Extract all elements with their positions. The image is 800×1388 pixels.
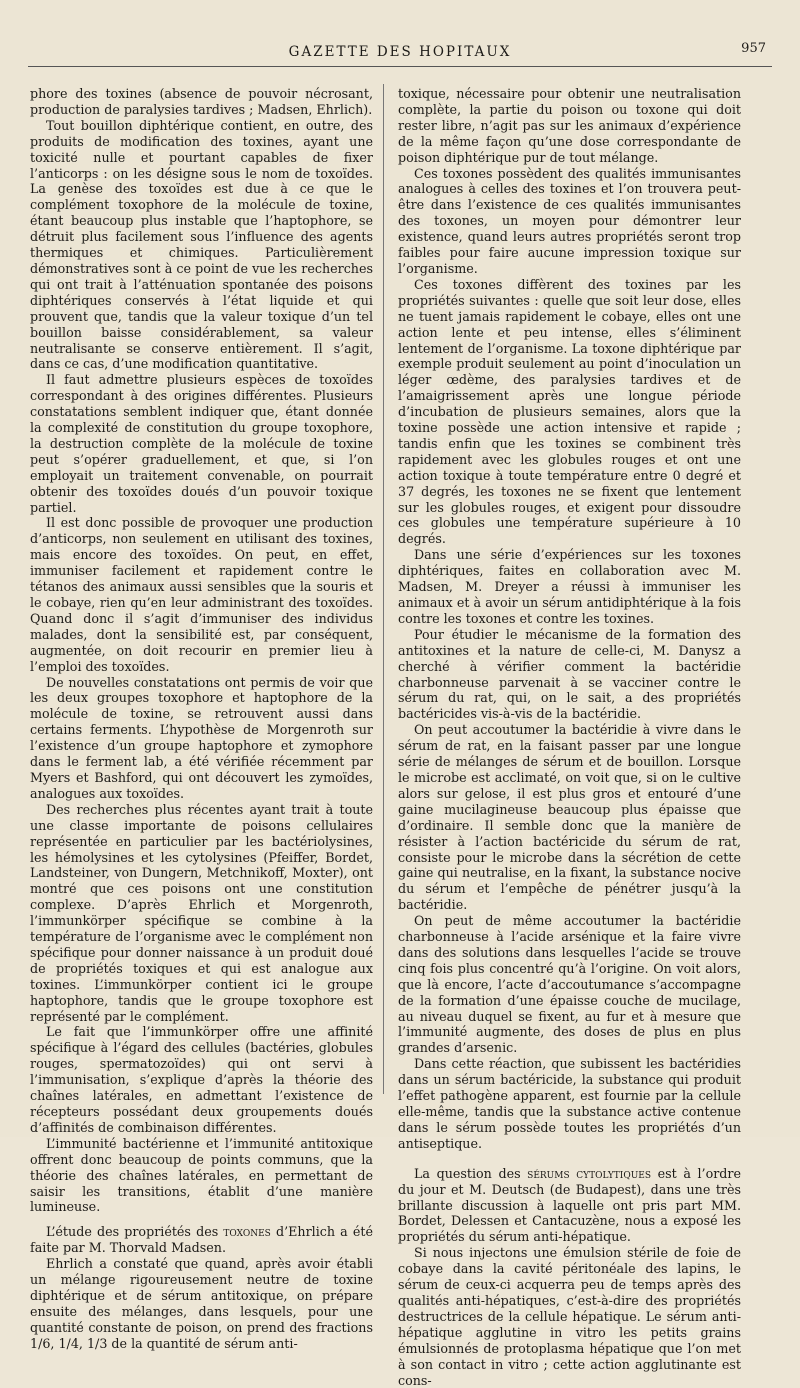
column-divider — [383, 84, 384, 1094]
section-paragraph-cytolytic-sera — [398, 1166, 741, 1246]
paragraph: Des recherches plus récentes ayant trait à toute une classe importante de poisons cellulaires représentée en particulier par les bactériolysines, les hémolysines et les cytolysines (Pfeiffer, Bordet, Landsteiner, von Dungern, Metchnikoff, Moxter), ont montré que ces poisons ont une constitution complexe. D’après Ehrlich et Morgenroth, l’immunkörper spécifique se combine à la température de l’organisme avec le complément non spécifique pour donner naissance à un produit doué de propriétés toxiques et qui est analogue aux toxines. L’immunkörper contient ici le groupe haptophore, tandis que le groupe toxophore est représenté par le complément. — [30, 801, 373, 1024]
paragraph: Si nous injectons une émulsion stérile de foie de cobaye dans la cavité péritonéale des lapins, le sérum de ceux-ci acquerra peu de temps après des qualités anti-hépatiques, c’est-à-dire des propriétés destructrices de la cellule hépatique. Le sérum anti-hépatique agglutine in vitro les petits grains émulsionnés de protoplasma hépatique que l’on met à son contact in vitro ; cette action agglutinante est cons- — [398, 1245, 741, 1388]
right-column — [398, 86, 741, 1388]
paragraph: Ces toxones possèdent des qualités immunisantes analogues à celles des toxines et l’on trouvera peut-être dans l’existence de ces qualités immunisantes des toxones, un moyen pour démontrer leur existence, quand leurs autres propriétés seront trop faibles pour faire aucune impression toxique sur l’organisme. — [398, 165, 741, 276]
small-caps-term: sérums cytolytiques — [527, 1165, 652, 1181]
paragraph: Ehrlich a constaté que quand, après avoir établi un mélange rigoureusement neutre de toxine diphtérique et de sérum antitoxique, on prépare ensuite des mélanges, dans lesquels, pour une quantité constante de poison, on prend des fractions 1/6, 1/4, 1/3 de la quantité de sérum anti- — [30, 1256, 373, 1351]
paragraph: On peut accoutumer la bactéridie à vivre dans le sérum de rat, en la faisant passer par une longue série de mélanges de sérum et de bouillon. Lorsque le microbe est acclimaté, on voit que, si on le cultive alors sur gelose, il est plus gros et entouré d’une gaine mucilagineuse beaucoup plus épaisse que d’ordinaire. Il semble donc que la manière de résister à l’action bactéricide du sérum de rat, consiste pour le microbe dans la sécrétion de cette gaine qui neutralise, en la fixant, la substance nocive du sérum et l’empêche de pénétrer jusqu’à la bactéridie. — [398, 722, 741, 913]
paragraph: Pour étudier le mécanisme de la formation des antitoxines et la nature de celle-ci, M. Danysz a cherché à vérifier comment la bactéridie charbonneuse parvenait à se vacciner contre le sérum du rat, qui, on le sait, a des propriétés bactéricides vis-à-vis de la bactéridie. — [398, 626, 741, 722]
small-caps-term: toxones — [223, 1224, 271, 1240]
paragraph: Il faut admettre plusieurs espèces de toxoïdes correspondant à des origines différentes. Plusieurs constatations semblent indiquer que, étant donnée la complexité de constitution du groupe toxophore, la destruction complète de la molécule de toxine peut s’opérer graduellement, et que, si l’on employait un traitement convenable, on pourrait obtenir des toxoïdes doués d’un pouvoir toxique partiel. — [30, 372, 373, 515]
section-paragraph-toxones — [30, 1224, 373, 1256]
page-number: 957 — [741, 41, 766, 56]
paragraph: phore des toxines (absence de pouvoir nécrosant, production de paralysies tardives ; Madsen, Ehrlich). — [30, 86, 373, 117]
paragraph: Le fait que l’immunkörper offre une affinité spécifique à l’égard des cellules (bactéries, globules rouges, spermatozoïdes) qui ont servi à l’immunisation, s’explique d’après la théorie des chaînes latérales, en admettant l’existence de récepteurs possédant deux groupements doués d’affinités de combinaison différentes. — [30, 1024, 373, 1135]
paragraph: Tout bouillon diphtérique contient, en outre, des produits de modification des toxines, ayant une toxicité nulle et pourtant capables de fixer l’anticorps : on les désigne sous le nom de toxoïdes. La genèse des toxoïdes est due à ce que le complément toxophore de la molécule de toxine, étant beaucoup plus instable que l’haptophore, se détruit plus facilement sous l’influence des agents thermiques et chimiques. Particulièrement démonstratives sont à ce point de vue les recherches qui ont trait à l’atténuation spontanée des poisons diphtériques conservés à l’état liquide et qui prouvent que, tandis que la valeur toxique d’un tel bouillon baisse considérablement, sa valeur neutralisante se conserve entièrement. Il s’agit, dans ce cas, d’une modification quantitative. — [30, 117, 373, 372]
text-run: La question des — [414, 1165, 528, 1181]
paragraph: Il est donc possible de provoquer une production d’anticorps, non seulement en utilisant des toxines, mais encore des toxoïdes. On peut, en effet, immuniser facilement et rapidement contre le tétanos des animaux aussi sensibles que la souris et le cobaye, rien qu’en leur administrant des toxoïdes. Quand donc il s’agit d’immuniser des individus malades, dont la sensibilité est, par conséquent, augmentée, on doit recourir en premier lieu à l’emploi des toxoïdes. — [30, 515, 373, 674]
header-rule — [28, 66, 772, 67]
paragraph: toxique, nécessaire pour obtenir une neutralisation complète, la partie du poison ou toxone qui doit rester libre, n’agit pas sur les animaux d’expérience de la même façon qu’une dose correspondante de poison diphtérique pur de tout mélange. — [398, 86, 741, 165]
running-title: GAZETTE DES HOPITAUX — [288, 44, 512, 60]
paragraph: De nouvelles constatations ont permis de voir que les deux groupes toxophore et haptophore de la molécule de toxine, se retrouvent aussi dans certains ferments. L’hypothèse de Morgenroth sur l’existence d’un groupe haptophore et zymophore dans le ferment lab, a été vérifiée récemment par Myers et Bashford, qui ont découvert les zymoïdes, analogues aux toxoïdes. — [30, 674, 373, 801]
text-run: est à l’ordre du jour et M. Deutsch (de Budapest), dans une très brillante discussion à laquelle ont pris part MM. Bordet, Delessen et Cantacuzène, nous a exposé les propriétés du sérum anti-hépatique. — [398, 1165, 741, 1245]
paragraph: Dans cette réaction, que subissent les bactéridies dans un sérum bactéricide, la substance qui produit l’effet pathogène apparent, est fournie par la cellule elle-même, tandis que la substance active contenue dans le sérum possède toutes les propriétés d’un antiseptique. — [398, 1056, 741, 1151]
text-run: L’étude des propriétés des — [46, 1224, 224, 1240]
paragraph: L’immunité bactérienne et l’immunité antitoxique offrent donc beaucoup de points communs, que la théorie des chaînes latérales, en permettant de saisir les transitions, établit d’une manière lumineuse. — [30, 1135, 373, 1215]
paragraph: On peut de même accoutumer la bactéridie charbonneuse à l’acide arsénique et la faire vivre dans des solutions dans lesquelles l’acide se trouve cinq fois plus concentré qu’à l’origine. On voit alors, que là encore, l’acte d’accoutumance s’accompagne de la formation d’une épaisse couche de mucilage, au niveau duquel se fixent, au fur et à mesure que l’immunité augmente, des doses de plus en plus grandes d’arsenic. — [398, 913, 741, 1056]
text-run: d’Ehrlich a été faite par M. Thorvald Madsen. — [30, 1224, 373, 1256]
left-column — [30, 86, 373, 1351]
paragraph: Ces toxones diffèrent des toxines par les propriétés suivantes : quelle que soit leur dose, elles ne tuent jamais rapidement le cobaye, elles ont une action lente et peu intense, elles s’éliminent lentement de l’organisme. La toxone diphtérique par exemple produit seulement au point d’inoculation un léger œdème, des paralysies tardives et de l’amaigrissement après une longue période d’incubation de plusieurs semaines, alors que la toxine possède une action intensive et rapide ; tandis enfin que les toxines se combinent très rapidement avec les globules rouges et ont une action toxique à toute température entre 0 degré et 37 degrés, les toxones ne se fixent que lentement sur les globules rouges, et exigent pour dissoudre ces globules une température supérieure à 10 degrés. — [398, 276, 741, 547]
paragraph: Dans une série d’expériences sur les toxones diphtériques, faites en collaboration avec M. Madsen, M. Dreyer a réussi à immuniser les animaux et à avoir un sérum antidiphtérique à la fois contre les toxones et contre les toxines. — [398, 547, 741, 626]
